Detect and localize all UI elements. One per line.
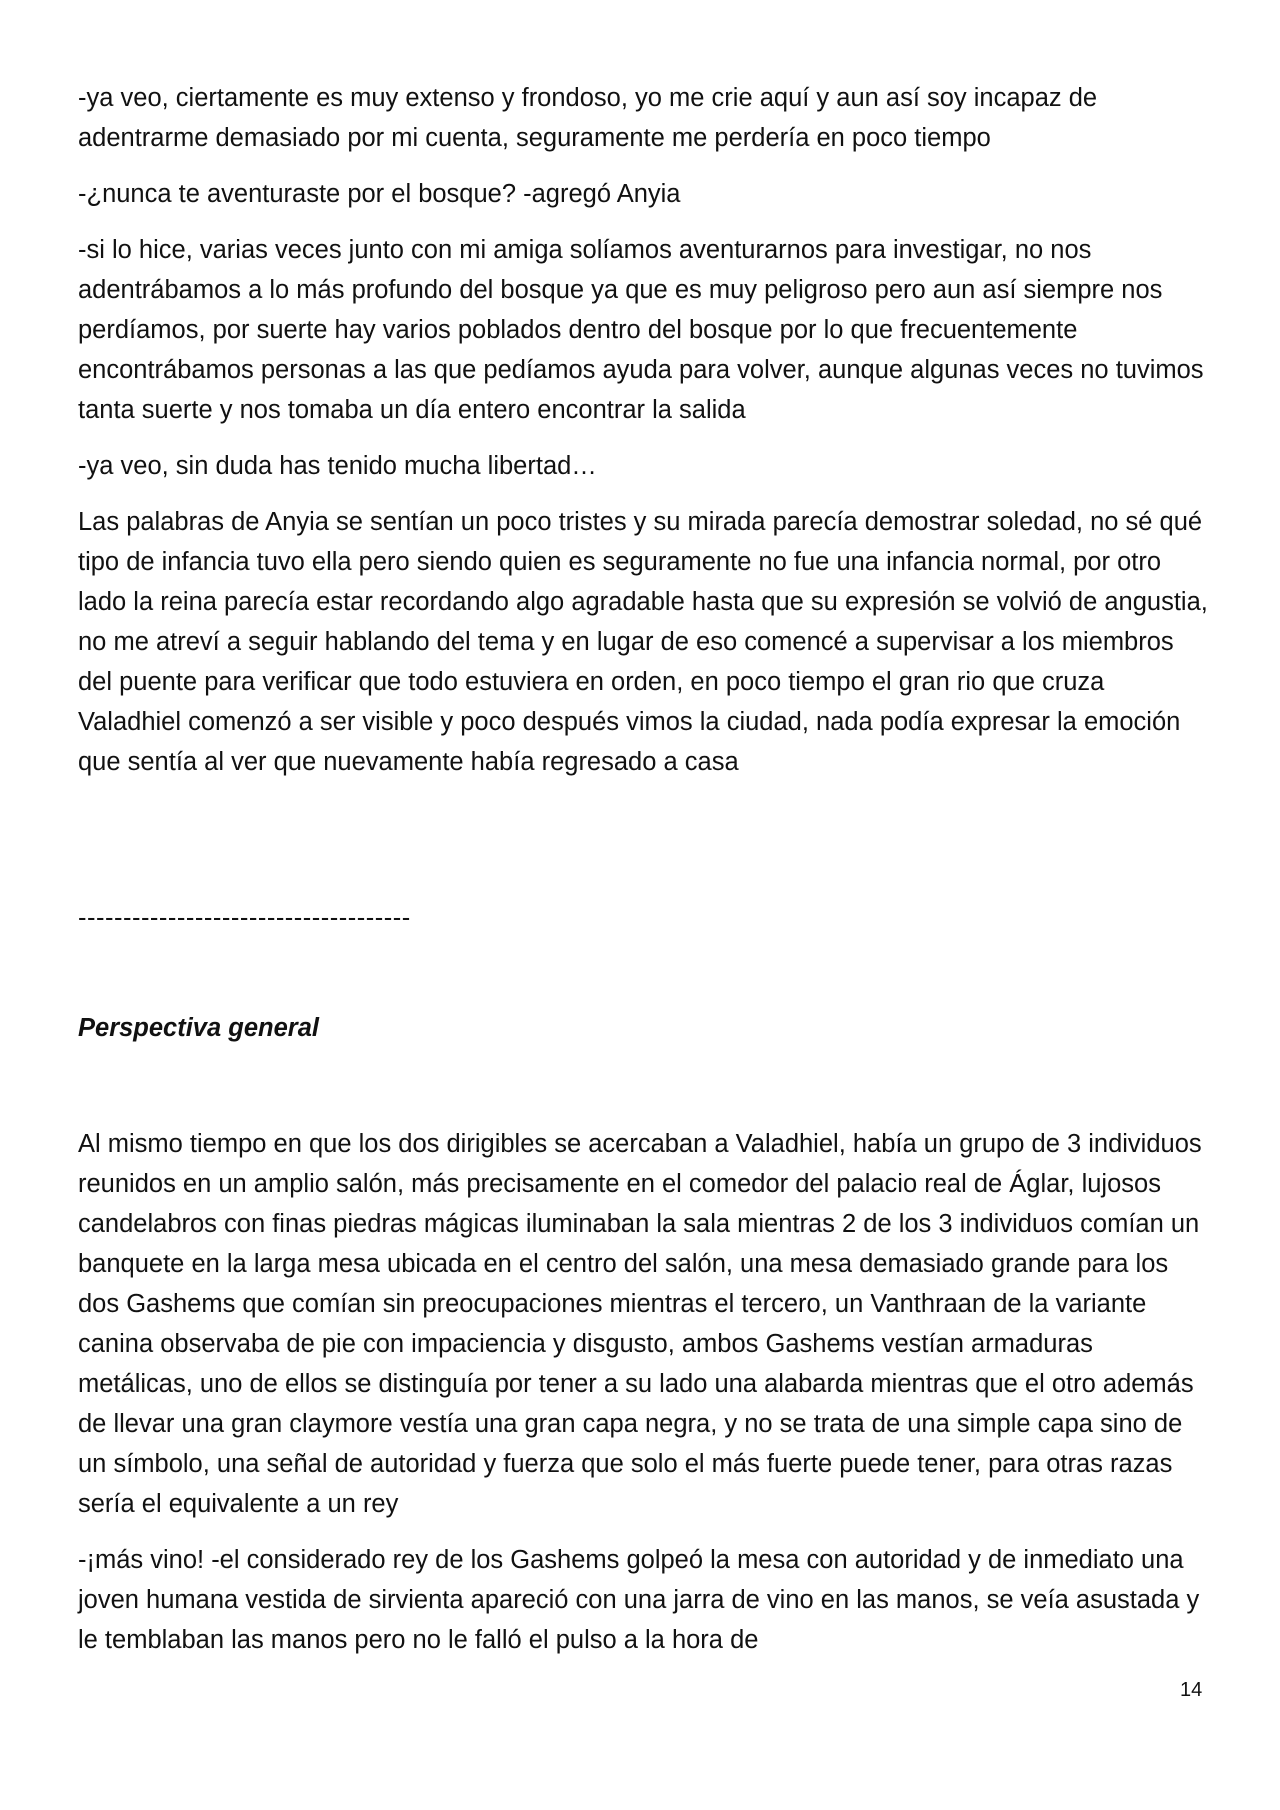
body-text-top <box>78 78 1208 798</box>
page-number: 14 <box>1180 1679 1203 1701</box>
paragraph: -ya veo, sin duda has tenido mucha libertad… <box>78 452 597 480</box>
section-title: Perspectiva general <box>78 1014 319 1042</box>
paragraph: -¿nunca te aventuraste por el bosque? -agregó Anyia <box>78 180 681 208</box>
paragraph: -si lo hice, varias veces junto con mi amiga solíamos aventurarnos para investigar, no nos adentrábamos a lo más profundo del bosque ya que es muy peligroso pero aun así siempre nos perdíamos, por suerte hay varios poblados dentro del bosque por lo que frecuentemente encontrábamos personas a las que pedíamos ayuda para volver, aunque algunas veces no tuvimos tanta suerte y nos tomaba un día entero encontrar la salida <box>78 236 1204 424</box>
paragraph: -ya veo, ciertamente es muy extenso y frondoso, yo me crie aquí y aun así soy incapaz de adentrarme demasiado por mi cuenta, seguramente me perdería en poco tiempo <box>78 84 1098 152</box>
section-separator: ------------------------------------- <box>78 904 411 932</box>
paragraph: Las palabras de Anyia se sentían un poco tristes y su mirada parecía demostrar soledad, no sé qué tipo de infancia tuvo ella pero siendo quien es seguramente no fue una infancia normal, por otro lado la reina parecía estar recordando algo agradable hasta que su expresión se volvió de angustia, no me atreví a seguir hablando del tema y en lugar de eso comencé a supervisar a los miembros del puente para verificar que todo estuviera en orden, en poco tiempo el gran rio que cruza Valadhiel comenzó a ser visible y poco después vimos la ciudad, nada podía expresar la emoción que sentía al ver que nuevamente había regresado a casa <box>78 508 1208 776</box>
body-text-bottom <box>78 1124 1208 1676</box>
paragraph: Al mismo tiempo en que los dos dirigibles se acercaban a Valadhiel, había un grupo de 3 individuos reunidos en un amplio salón, más precisamente en el comedor del palacio real de Áglar, lujosos candelabros con finas piedras mágicas iluminaban la sala mientras 2 de los 3 individuos comían un banquete en la larga mesa ubicada en el centro del salón, una mesa demasiado grande para los dos Gashems que comían sin preocupaciones mientras el tercero, un Vanthraan de la variante canina observaba de pie con impaciencia y disgusto, ambos Gashems vestían armaduras metálicas, uno de ellos se distinguía por tener a su lado una alabarda mientras que el otro además de llevar una gran claymore vestía una gran capa negra, y no se trata de una simple capa sino de un símbolo, una señal de autoridad y fuerza que solo el más fuerte puede tener, para otras razas sería el equivalente a un rey <box>78 1130 1202 1518</box>
paragraph: -¡más vino! -el considerado rey de los Gashems golpeó la mesa con autoridad y de inmediato una joven humana vestida de sirvienta apareció con una jarra de vino en las manos, se veía asustada y le temblaban las manos pero no le falló el pulso a la hora de <box>78 1546 1200 1654</box>
